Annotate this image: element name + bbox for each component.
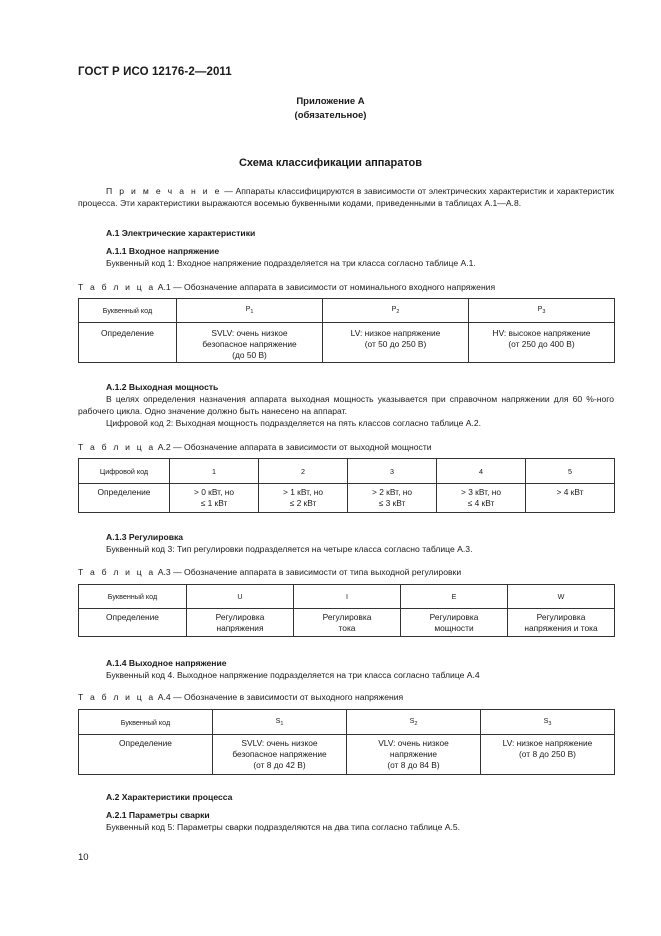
table-header-row	[79, 459, 615, 484]
paragraph-a12-code: Цифровой код 2: Выходная мощность подразделяется на пять классов согласно таблице А.2.	[106, 418, 482, 428]
table-row-label: Определение	[79, 609, 187, 637]
table-header-cell: 2	[259, 459, 348, 484]
table-header-cell: $P_2$	[323, 299, 469, 323]
table4-label: Т а б л и ц а	[78, 692, 156, 702]
table4-caption-text: А.4 — Обозначение в зависимости от выходного напряжения	[155, 692, 404, 702]
annex-status: (обязательное)	[294, 110, 367, 121]
table-row-label: Определение	[79, 323, 177, 363]
table-cell: > 0 кВт, но ≤ 1 кВт	[170, 484, 259, 513]
note-text: — Аппараты классифицируются в зависимости от электрических характеристик и характеристик процесса. Эти характеристики выражаются восемью буквенными кодами, приведенными в таблицах А.1—А.8.	[78, 186, 614, 208]
table-row	[79, 735, 615, 775]
table2-caption-text: А.2 — Обозначение аппарата в зависимости от выходной мощности	[155, 442, 432, 452]
heading-a14: А.1.4 Выходное напряжение	[106, 658, 227, 668]
table-header-cell: Буквенный код	[79, 710, 213, 735]
table-cell: LV: низкое напряжение (от 50 до 250 В)	[323, 323, 469, 363]
table-header-cell: $P_1$	[177, 299, 323, 323]
section-title: Схема классификации аппаратов	[238, 157, 423, 169]
table-cell: SVLV: очень низкое безопасное напряжение (до 50 В)	[177, 323, 323, 363]
table-row-label: Определение	[79, 484, 170, 513]
table1-caption-text: А.1 — Обозначение аппарата в зависимости от номинального входного напряжения	[155, 282, 496, 292]
table-header-cell: 1	[170, 459, 259, 484]
table-a3	[78, 584, 615, 637]
table-header-cell: W	[508, 585, 615, 609]
heading-a21: А.2.1 Параметры сварки	[106, 810, 210, 820]
table-header-cell: Буквенный код	[79, 585, 187, 609]
table-header-row	[79, 585, 615, 609]
annex-title: Приложение А	[296, 96, 365, 107]
note-label: П р и м е ч а н и е	[106, 186, 222, 196]
paragraph-a12: В целях определения назначения аппарата выходная мощность указывается при справочном напряжении для 60 %-ного рабочего цикла. Одно значение должно быть нанесено на аппарат.	[78, 394, 614, 416]
table-row-label: Определение	[79, 735, 213, 775]
paragraph-a14: Буквенный код 4. Выходное напряжение подразделяется на три класса согласно таблице А.4	[106, 670, 480, 680]
table2-label: Т а б л и ц а	[78, 442, 156, 452]
table-cell: HV: высокое напряжение (от 250 до 400 В)	[469, 323, 615, 363]
table1-label: Т а б л и ц а	[78, 282, 156, 292]
table-a4	[78, 709, 615, 775]
table-cell: > 3 кВт, но ≤ 4 кВт	[437, 484, 526, 513]
paragraph-a13: Буквенный код 3: Тип регулировки подразделяется на четыре класса согласно таблице А.3.	[106, 544, 473, 554]
table3-label: Т а б л и ц а	[78, 567, 156, 577]
table-cell: > 2 кВт, но ≤ 3 кВт	[348, 484, 437, 513]
table2-caption	[78, 442, 432, 452]
table3-caption-text: А.3 — Обозначение аппарата в зависимости от типа выходной регулировки	[155, 567, 462, 577]
table-row	[79, 484, 615, 513]
table-header-cell: Цифровой код	[79, 459, 170, 484]
table-header-cell: 4	[437, 459, 526, 484]
table-cell: LV: низкое напряжение (от 8 до 250 В)	[481, 735, 615, 775]
table-header-cell: I	[294, 585, 401, 609]
table-cell: SVLV: очень низкое безопасное напряжение (от 8 до 42 В)	[213, 735, 347, 775]
heading-a13: А.1.3 Регулировка	[106, 532, 184, 542]
table-a2	[78, 458, 615, 513]
heading-a11: А.1.1 Входное напряжение	[106, 246, 220, 256]
table-header-cell: $S_3$	[481, 710, 615, 735]
table3-caption	[78, 567, 461, 577]
table-cell: > 4 кВт	[526, 484, 615, 513]
table-header-row	[79, 710, 615, 735]
table-header-cell: U	[187, 585, 294, 609]
table-cell: VLV: очень низкое напряжение (от 8 до 84 В)	[347, 735, 481, 775]
table-header-cell: 5	[526, 459, 615, 484]
note-paragraph	[78, 185, 614, 209]
table-row	[79, 609, 615, 637]
table-header-cell: $S_2$	[347, 710, 481, 735]
heading-a2: А.2 Характеристики процесса	[106, 792, 233, 802]
table-cell: > 1 кВт, но ≤ 2 кВт	[259, 484, 348, 513]
table-header-cell: 3	[348, 459, 437, 484]
table-cell: Регулировка напряжения	[187, 609, 294, 637]
paragraph-a11: Буквенный код 1: Входное напряжение подразделяется на три класса согласно таблице А.1.	[106, 258, 476, 268]
paragraph-a21: Буквенный код 5: Параметры сварки подразделяются на два типа согласно таблице А.5.	[106, 822, 461, 832]
table-cell: Регулировка тока	[294, 609, 401, 637]
table-header-row	[79, 299, 615, 323]
table-cell: Регулировка мощности	[401, 609, 508, 637]
table-a1	[78, 298, 615, 363]
table-header-cell: $S_1$	[213, 710, 347, 735]
table-cell: Регулировка напряжения и тока	[508, 609, 615, 637]
table-header-cell: $P_3$	[469, 299, 615, 323]
table-header-cell: E	[401, 585, 508, 609]
page-number: 10	[78, 852, 89, 863]
table4-caption	[78, 692, 403, 702]
table-row	[79, 323, 615, 363]
heading-a1: А.1 Электрические характеристики	[106, 228, 256, 238]
heading-a12: А.1.2 Выходная мощность	[106, 382, 219, 392]
table1-caption	[78, 282, 495, 292]
document-header: ГОСТ Р ИСО 12176-2—2011	[78, 66, 232, 78]
table-header-cell: Буквенный код	[79, 299, 177, 323]
